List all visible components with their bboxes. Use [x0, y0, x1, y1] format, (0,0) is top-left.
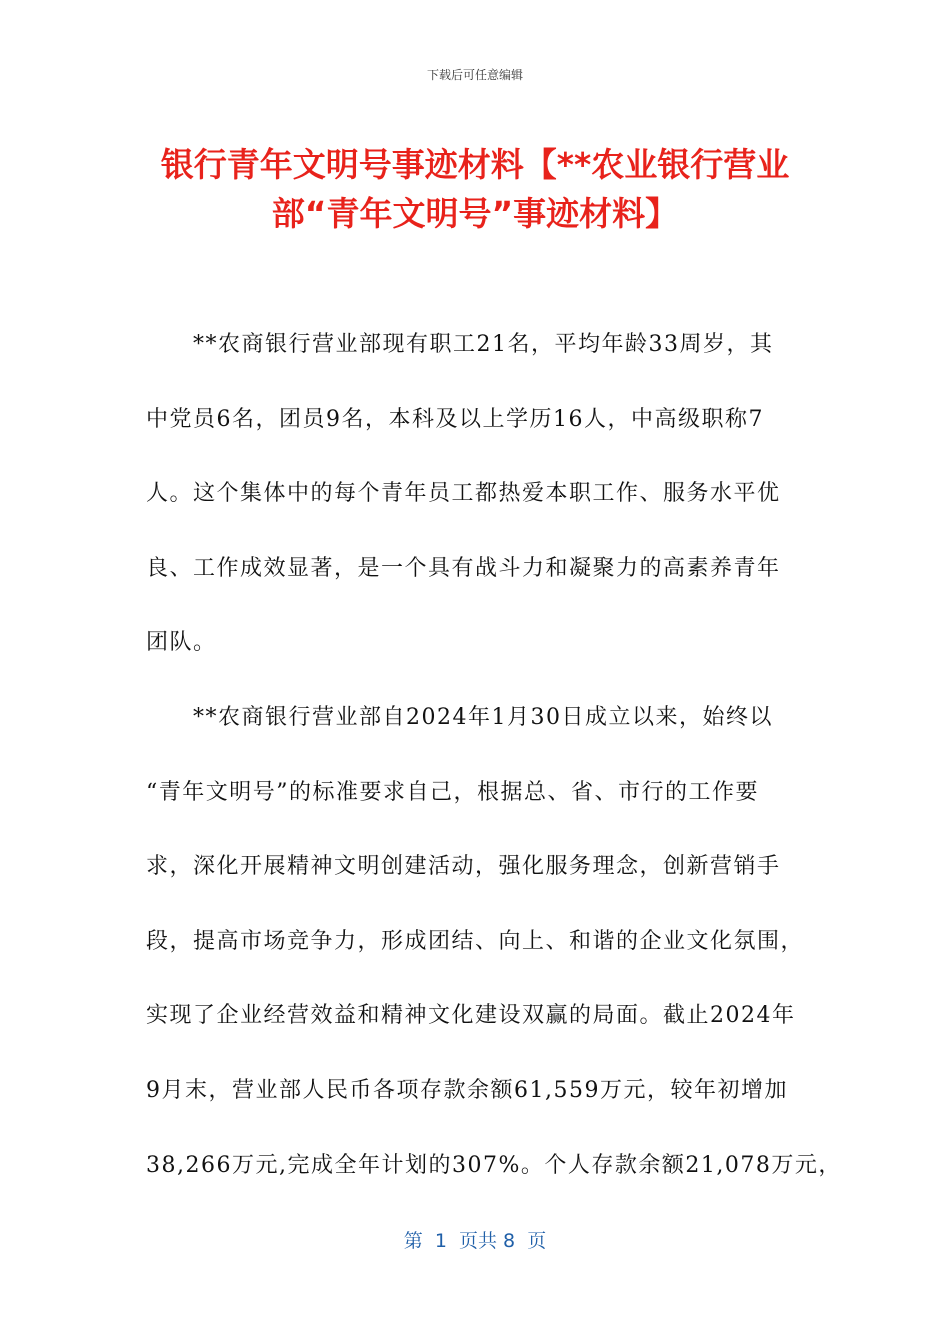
body-line: 段，提高市场竞争力，形成团结、向上、和谐的企业文化氛围，	[146, 928, 805, 954]
body-line: 中党员6名，团员9名，本科及以上学历16人，中高级职称7	[146, 406, 764, 432]
document-title	[140, 140, 810, 238]
body-line: 人。这个集体中的每个青年员工都热爱本职工作、服务水平优	[146, 481, 781, 507]
body-line: “青年文明号”的标准要求自己，根据总、省、市行的工作要	[146, 779, 759, 805]
body-text	[146, 325, 842, 1220]
body-line: **农商银行营业部现有职工21名，平均年龄33周岁，其	[146, 332, 774, 357]
header-note: 下载后可任意编辑	[426, 68, 523, 82]
body-line: 实现了企业经营效益和精神文化建设双赢的局面。截止2024年	[146, 1003, 796, 1029]
body-line: 38,266万元,完成全年计划的307%。个人存款余额21,078万元，	[146, 1152, 842, 1178]
body-line: 团队。	[146, 630, 217, 656]
body-line: 求，深化开展精神文明创建活动，强化服务理念，创新营销手	[146, 854, 781, 880]
body-line: 9月末，营业部人民币各项存款余额61,559万元，较年初增加	[146, 1077, 788, 1103]
body-line: 良、工作成效显著，是一个具有战斗力和凝聚力的高素养青年	[146, 555, 781, 581]
body-line: **农商银行营业部自2024年1月30日成立以来，始终以	[146, 704, 773, 730]
title-line-2: 部“青年文明号”事迹材料】	[271, 194, 679, 233]
page-footer: 第 1 页共 8 页	[403, 1230, 547, 1252]
title-line-1: 银行青年文明号事迹材料【**农业银行营业	[160, 145, 790, 184]
